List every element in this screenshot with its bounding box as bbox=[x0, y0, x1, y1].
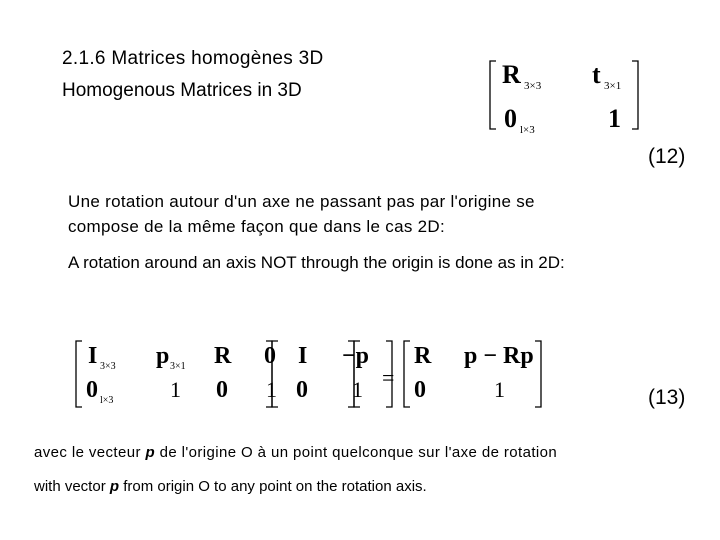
note-en-var: p bbox=[109, 478, 120, 495]
note-en-before: with vector bbox=[34, 478, 110, 495]
paragraph-fr-line-1: Une rotation autour d'un axe ne passant pas par l'origine se bbox=[68, 192, 535, 211]
eq12-t-subscript: 3×1 bbox=[604, 80, 622, 92]
m1-identity-subscript: 3×3 bbox=[100, 361, 116, 372]
eq12-zero-symbol: 0 bbox=[504, 104, 517, 133]
m4-left-bracket bbox=[404, 341, 410, 407]
m3-zero: 0 bbox=[296, 377, 308, 403]
m2-zero: 0 bbox=[216, 377, 228, 403]
m3-minus-p: −p bbox=[342, 343, 370, 369]
eq12-r-symbol: R bbox=[502, 60, 521, 89]
note-fr-var: p bbox=[145, 444, 156, 461]
m4-zero: 0 bbox=[414, 377, 426, 403]
m4-r: R bbox=[414, 343, 432, 369]
note-fr bbox=[34, 444, 557, 461]
note-en bbox=[34, 478, 427, 495]
right-bracket bbox=[632, 61, 638, 129]
m1-identity: I bbox=[88, 343, 98, 369]
note-fr-after: de l'origine O à un point quelconque sur l'axe de rotation bbox=[155, 444, 558, 461]
m1-left-bracket bbox=[76, 341, 82, 407]
section-title-fr: 2.1.6 Matrices homogènes 3D bbox=[62, 48, 324, 69]
equals-sign: = bbox=[382, 365, 395, 390]
paragraph-en: A rotation around an axis NOT through the origin is done as in 2D: bbox=[68, 253, 565, 272]
m4-one: 1 bbox=[494, 377, 505, 402]
m1-p: p bbox=[156, 343, 170, 369]
paragraph-fr-line-2: compose de la même façon que dans le cas 2D: bbox=[68, 217, 446, 236]
eq12-zero-subscript: l×3 bbox=[520, 124, 535, 136]
note-fr-before: avec le vecteur bbox=[34, 444, 146, 461]
m1-zero: 0 bbox=[86, 377, 98, 403]
eq12-one-symbol: 1 bbox=[608, 104, 621, 133]
eq12-r-subscript: 3×3 bbox=[524, 80, 542, 92]
m4-right-bracket bbox=[535, 341, 541, 407]
m1-p-subscript: 3×1 bbox=[170, 361, 186, 372]
m3-identity: I bbox=[298, 343, 308, 369]
m2-one: 1 bbox=[266, 377, 277, 402]
m1-zero-subscript: l×3 bbox=[100, 395, 114, 406]
equation-12-matrix bbox=[480, 55, 650, 137]
m1-one: 1 bbox=[170, 377, 181, 402]
m2-r: R bbox=[214, 343, 232, 369]
section-title-en: Homogenous Matrices in 3D bbox=[62, 80, 302, 101]
equation-12-number: (12) bbox=[648, 145, 686, 168]
eq12-t-symbol: t bbox=[592, 60, 601, 89]
left-bracket bbox=[490, 61, 496, 129]
m2-zero-top: 0 bbox=[264, 343, 276, 369]
m3-one: 1 bbox=[352, 377, 363, 402]
m4-p-minus-rp: p − Rp bbox=[464, 343, 534, 369]
equation-13-matrices bbox=[70, 335, 550, 415]
equation-13-number: (13) bbox=[648, 386, 686, 409]
note-en-after: from origin O to any point on the rotation axis. bbox=[119, 478, 427, 495]
